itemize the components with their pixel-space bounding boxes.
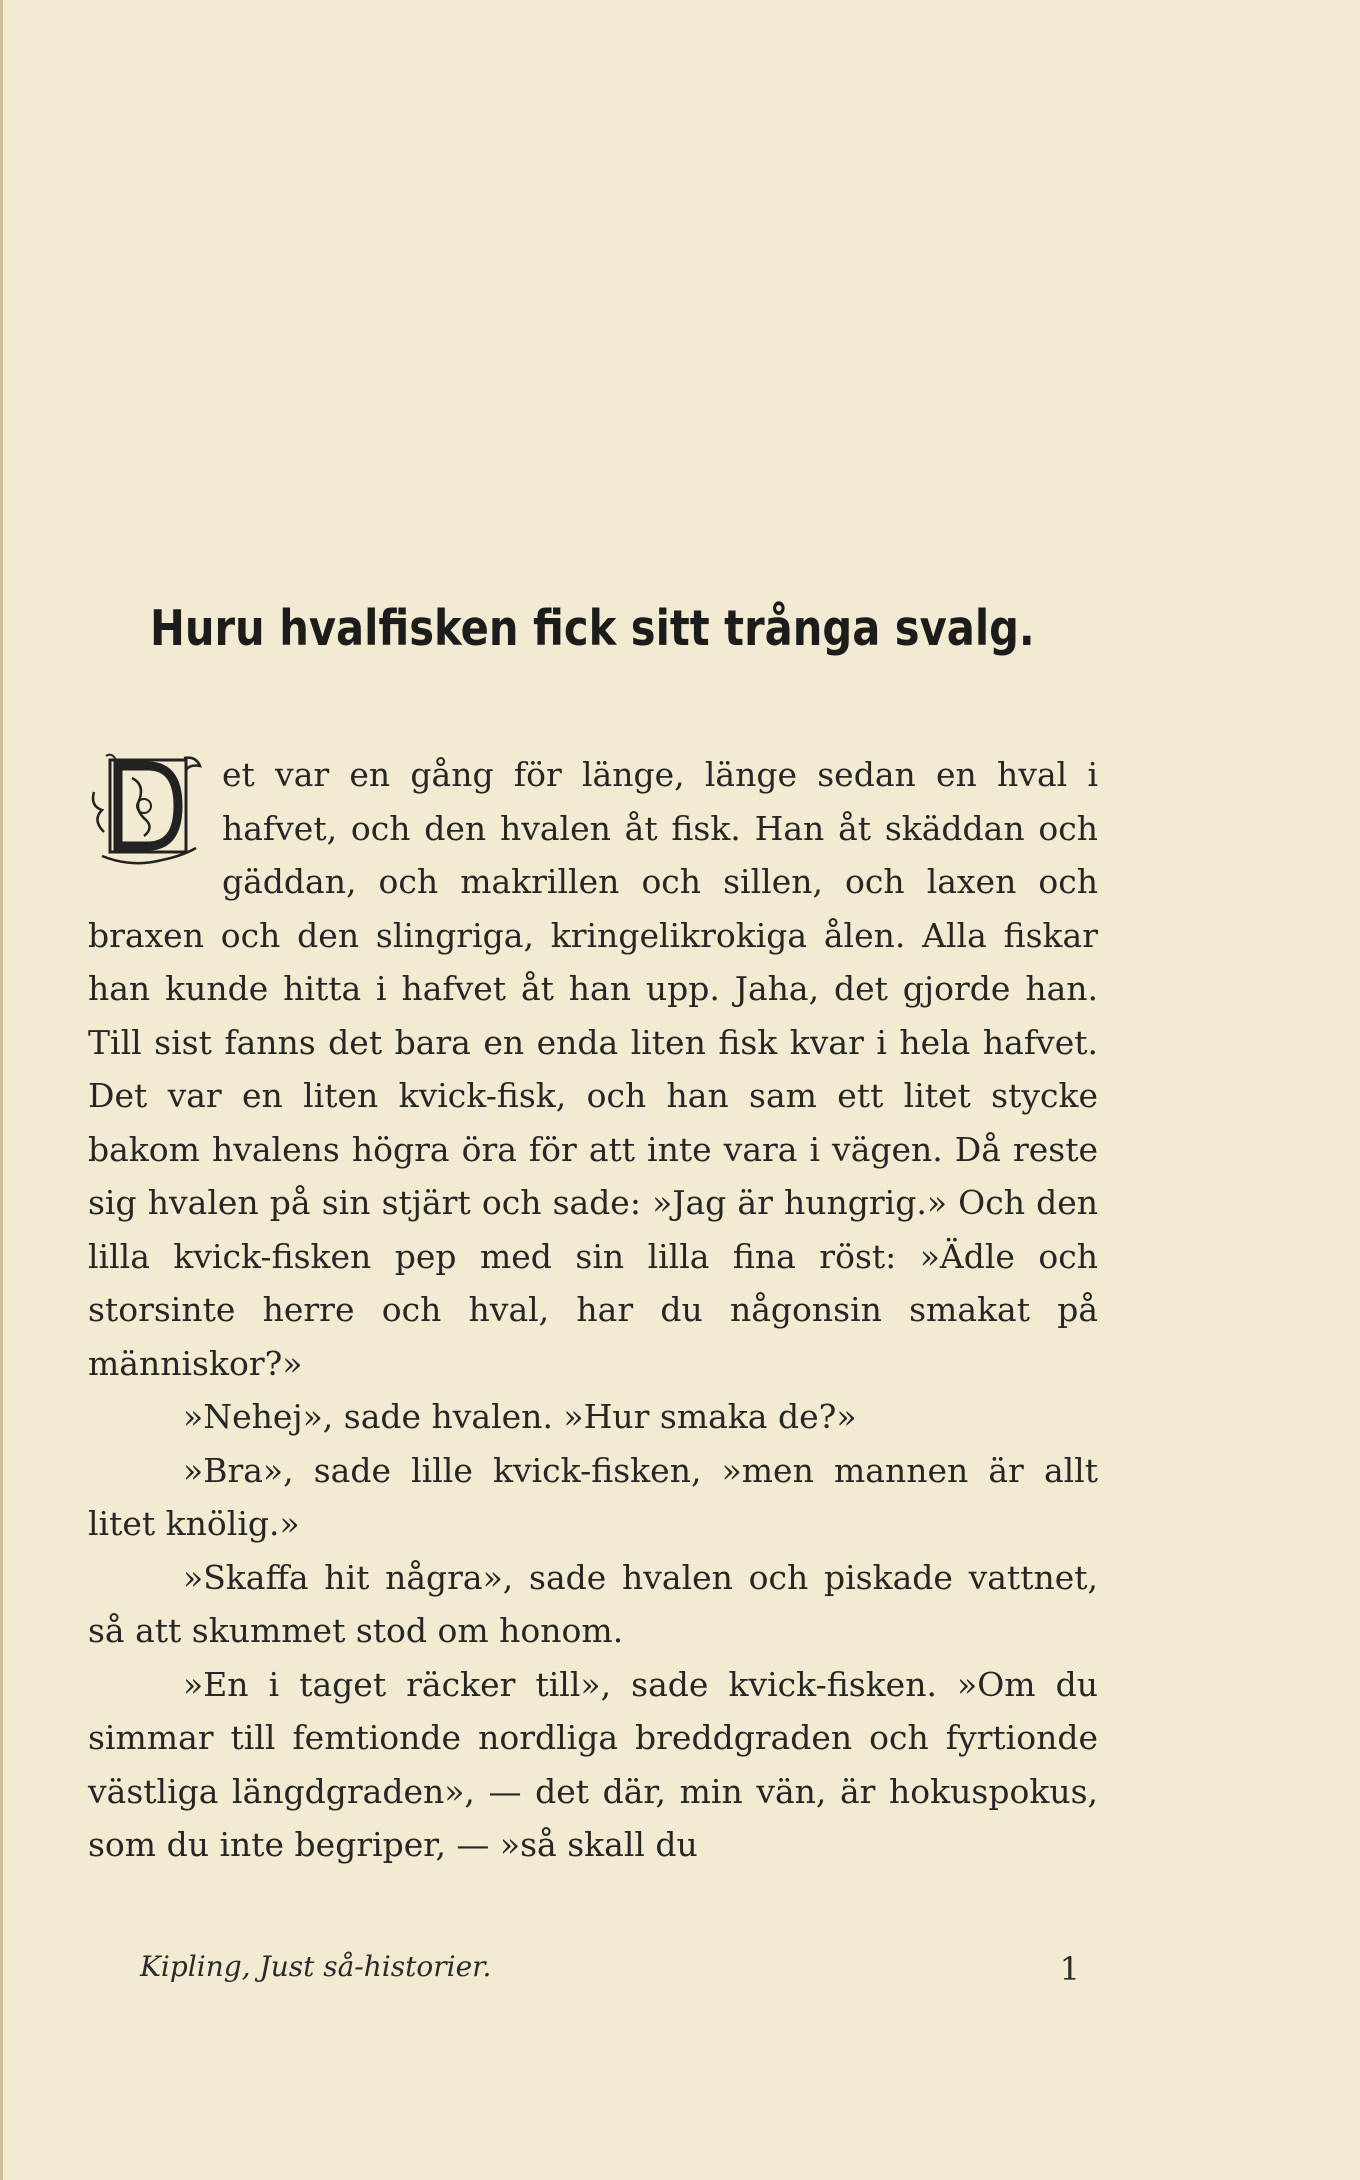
footer-signature: Kipling, Just så-historier. [140, 1950, 492, 1983]
paragraph-3: »Bra», sade lille kvick-fisken, »men mannen är allt litet knölig.» [88, 1450, 1098, 1543]
paragraph-5: »En i taget räcker till», sade kvick-fisken. »Om du simmar till femtionde nordliga breddgraden och fyrtionde västliga längdgraden», — det där, min vän, är hokuspokus, som du inte begriper, — »så skall du [88, 1664, 1098, 1864]
page-footer [140, 1950, 1080, 1988]
page-number: 1 [1059, 1950, 1080, 1988]
page-edge [0, 0, 3, 2180]
chapter-title: Huru hvalfisken fick sitt trånga svalg. [150, 600, 1035, 657]
body-text [88, 748, 1098, 1872]
paragraph-4: »Skaffa hit några», sade hvalen och piskade vattnet, så att skummet stod om honom. [88, 1557, 1098, 1650]
paragraph-1-text: et var en gång för länge, länge sedan en hval i hafvet, och den hvalen åt fisk. Han åt skäddan och gäddan, och makrillen och sillen, och laxen och braxen och den slingriga, kringelikrokiga ålen. Alla fiskar han kunde hitta i hafvet åt han upp. Jaha, det gjorde han. Till sist fanns det bara en enda liten fisk kvar i hela hafvet. Det var en liten kvick-fisk, och han sam ett litet stycke bakom hvalens högra öra för att inte vara i vägen. Då reste sig hvalen på sin stjärt och sade: »Jag är hungrig.» Och den lilla kvick-fisken pep med sin lilla fina röst: »Ädle och storsinte herre och hval, har du någonsin smakat på människor?» [88, 755, 1098, 1383]
paragraph-2: »Nehej», sade hvalen. »Hur smaka de?» [183, 1397, 857, 1436]
paragraph-1 [88, 748, 1098, 1390]
dropcap-ornament [88, 752, 208, 870]
